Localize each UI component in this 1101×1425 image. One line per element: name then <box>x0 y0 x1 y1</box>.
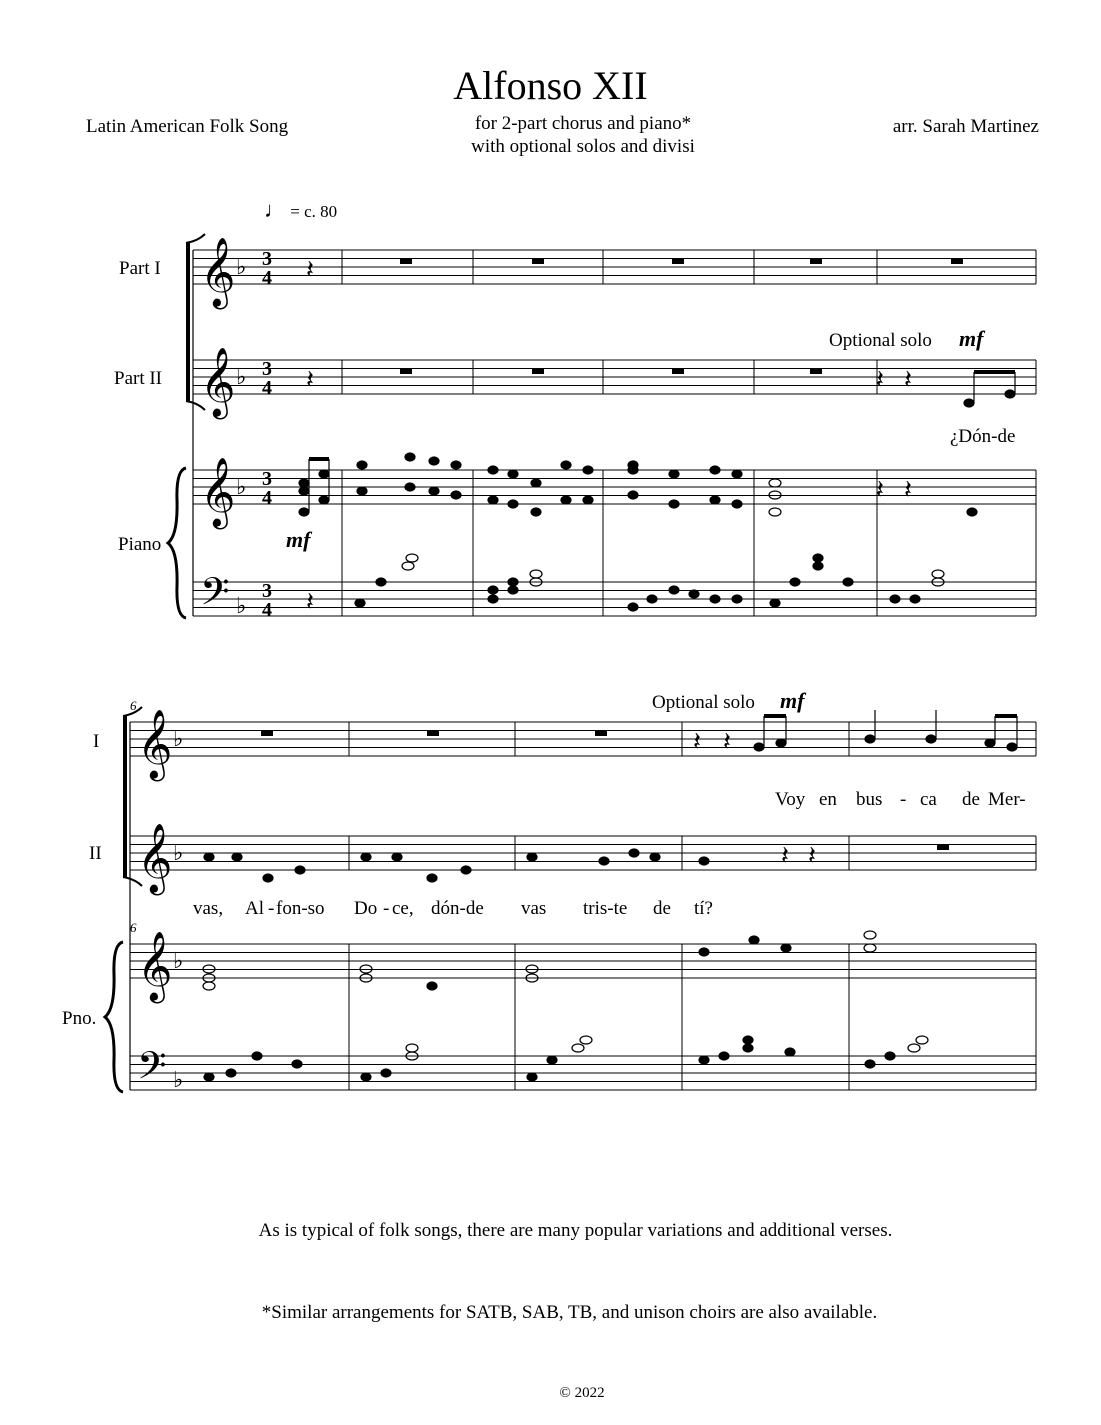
whole-rests <box>400 259 963 374</box>
subtitle-line-2: with optional solos and divisi <box>471 136 695 157</box>
part-2-label-short: II <box>89 843 102 864</box>
lyric-syllable: ca <box>920 789 937 810</box>
treble-clef-icon: 𝄞 <box>200 457 236 527</box>
treble-clef-icon: 𝄞 <box>200 237 236 307</box>
staff-part-1 <box>193 250 1036 284</box>
svg-text:4: 4 <box>262 487 272 509</box>
footnote-variations: As is typical of folk songs, there are many popular variations and additional verses. <box>258 1220 893 1241</box>
svg-text:4: 4 <box>262 377 272 399</box>
flat-icon: ♭ <box>236 365 247 390</box>
staff-piano-treble-sys2 <box>130 944 1036 978</box>
lyric-syllable: de <box>653 898 671 919</box>
measure-number-piano: 6 <box>130 920 137 935</box>
dynamic-marking: mf <box>780 688 805 713</box>
staff-part-1-sys2 <box>130 722 1036 756</box>
piano-label-short: Pno. <box>62 1008 97 1029</box>
svg-text:3: 3 <box>262 248 272 270</box>
svg-text:𝄽: 𝄽 <box>723 727 731 757</box>
lyric-hyphen: - <box>900 789 907 810</box>
whole-rests-sys2 <box>261 731 949 850</box>
piano-label: Piano <box>118 534 162 555</box>
lyric-syllable: Do <box>354 898 378 919</box>
optional-solo-label: Optional solo <box>652 692 755 713</box>
svg-text:4: 4 <box>262 267 272 289</box>
system-1 <box>168 234 1036 618</box>
dynamic-marking: mf <box>959 326 984 351</box>
staff-part-2-sys2 <box>130 836 1036 870</box>
svg-text:𝄽: 𝄽 <box>876 365 884 395</box>
treble-clef-icon: 𝄞 <box>200 347 236 417</box>
optional-solo-label: Optional solo <box>829 330 932 351</box>
treble-clef-icon: 𝄞 <box>137 823 173 893</box>
svg-text:𝄽: 𝄽 <box>781 841 789 871</box>
lyric-syllable: vas <box>521 898 547 919</box>
part-1-label: Part I <box>119 258 161 279</box>
flat-icon: ♭ <box>173 841 184 866</box>
lyric-hyphen: - <box>383 898 390 919</box>
flat-icon: ♭ <box>173 949 184 974</box>
score-title: Alfonso XII <box>453 63 648 108</box>
lyric-syllable: fon-so <box>276 898 325 919</box>
svg-text:3: 3 <box>262 580 272 602</box>
lyric-syllable: vas, <box>193 898 224 919</box>
svg-text:4: 4 <box>262 599 272 621</box>
treble-clef-icon: 𝄞 <box>137 931 173 1001</box>
lyric-syllable: dón-de <box>431 898 484 919</box>
lyric-text: ¿Dón-de <box>950 426 1016 447</box>
svg-text:3: 3 <box>262 358 272 380</box>
part-1-label-short: I <box>93 731 100 752</box>
arranger-credit: arr. Sarah Martinez <box>892 116 1039 137</box>
lyric-syllable: tí? <box>694 898 713 919</box>
source-credit: Latin American Folk Song <box>86 116 289 137</box>
lyric-syllable: tris-te <box>583 898 628 919</box>
measure-number: 6 <box>130 698 137 713</box>
flat-icon: ♭ <box>236 594 247 619</box>
flat-icon: ♭ <box>173 1068 184 1093</box>
lyric-syllable: Voy <box>775 789 806 810</box>
barlines-system-1 <box>342 250 1036 616</box>
treble-clef-icon: 𝄞 <box>137 709 173 779</box>
flat-icon: ♭ <box>173 727 184 752</box>
footnote-arrangements: *Similar arrangements for SATB, SAB, TB, and unison choirs are also available. <box>261 1302 878 1323</box>
lyric-syllable: en <box>819 789 837 810</box>
lyric-syllable: Al <box>245 898 264 919</box>
svg-text:𝄽: 𝄽 <box>808 841 816 871</box>
svg-text:𝄽: 𝄽 <box>306 365 314 395</box>
lyric-syllable: de <box>962 789 980 810</box>
lyric-syllable: Mer- <box>988 789 1026 810</box>
subtitle-line-1: for 2-part chorus and piano* <box>474 113 692 134</box>
lyric-syllable: ce, <box>392 898 414 919</box>
tempo-value: = c. 80 <box>290 202 338 221</box>
clefs-system-1 <box>200 237 963 623</box>
svg-text:𝄽: 𝄽 <box>876 475 884 505</box>
part-2-label: Part II <box>114 368 163 389</box>
staff-piano-bass-sys2 <box>130 1056 1036 1090</box>
svg-text:3: 3 <box>262 468 272 490</box>
flat-icon: ♭ <box>236 255 247 280</box>
svg-text:𝄽: 𝄽 <box>904 365 912 395</box>
svg-text:𝄽: 𝄽 <box>306 255 314 285</box>
svg-text:𝄽: 𝄽 <box>904 475 912 505</box>
lyric-hyphen: - <box>268 898 275 919</box>
flat-icon: ♭ <box>236 475 247 500</box>
bass-clef-icon: 𝄢 <box>200 569 230 623</box>
svg-text:𝄽: 𝄽 <box>306 587 314 617</box>
svg-text:𝄽: 𝄽 <box>693 727 701 757</box>
notes-system-2 <box>203 710 1017 1081</box>
lyric-syllable: bus <box>856 789 883 810</box>
quarter-note-icon: ♩ <box>264 197 286 222</box>
bass-clef-icon: 𝄢 <box>137 1043 167 1097</box>
copyright: © 2022 <box>559 1385 605 1401</box>
piano-dynamic-marking: mf <box>286 527 311 552</box>
